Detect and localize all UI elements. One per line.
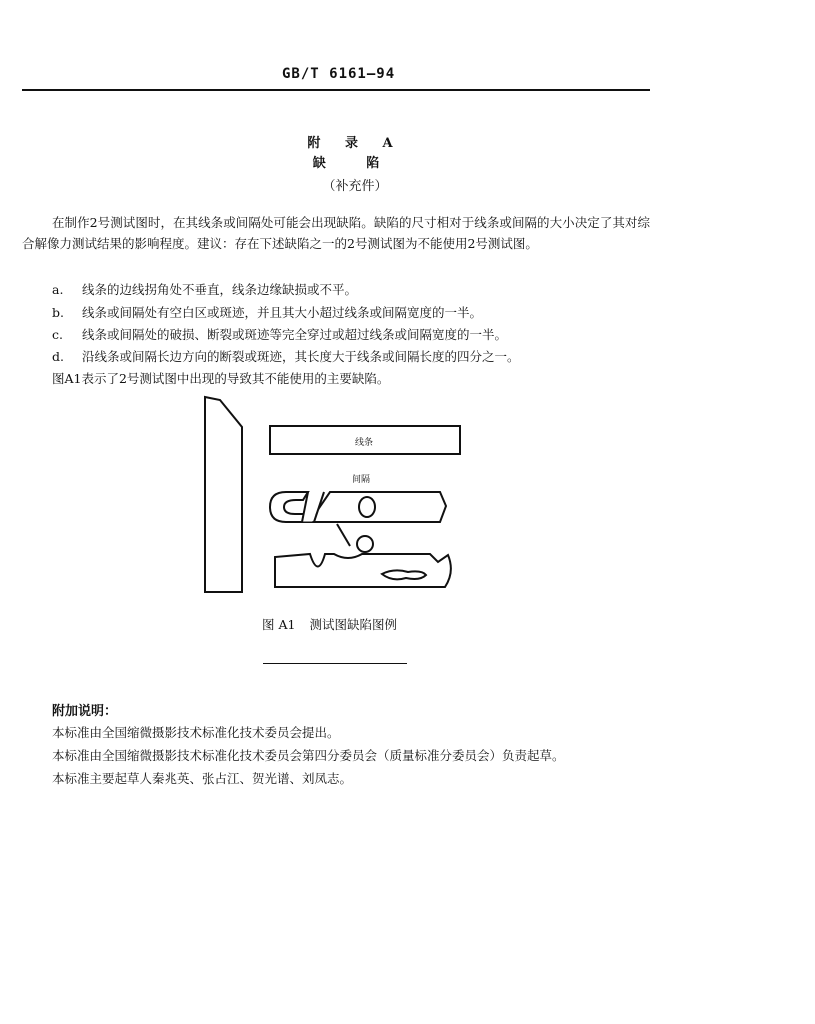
list-item xyxy=(52,325,507,343)
item-label: c. xyxy=(52,327,63,342)
item-label: a. xyxy=(52,282,64,297)
item-text: 线条的边线拐角处不垂直，线条边缘缺损或不平。 xyxy=(82,282,358,297)
header-rule xyxy=(22,89,650,91)
line-label: 线条 xyxy=(355,438,374,448)
note-line: 本标准主要起草人秦兆英、张占江、贺光谱、刘凤志。 xyxy=(52,771,353,786)
note-line: 本标准由全国缩微摄影技术标准化技术委员会提出。 xyxy=(52,725,340,740)
appendix-type: （补充件） xyxy=(322,179,388,194)
item-label: b. xyxy=(52,305,64,320)
caption-number: 图 A1 xyxy=(262,617,296,632)
document-code: GB/T 6161—94 xyxy=(282,66,396,82)
item-text: 线条或间隔处有空白区或斑迹，并且其大小超过线条或间隔宽度的一半。 xyxy=(82,305,483,320)
gap-label: 间隔 xyxy=(352,475,371,485)
defect-hole-line xyxy=(275,554,451,587)
defect-spot xyxy=(357,536,373,552)
intro-paragraph: 在制作2号测试图时，在其线条或间隔处可能会出现缺陷。缺陷的尺寸相对于线条或间隔的大小决定了其对综合解像力测试结果的影响程度。建议：存在下述缺陷之一的2号测试图为不能使用2号测试图。 xyxy=(22,215,650,251)
item-text: 沿线条或间隔长边方向的断裂或斑迹，其长度大于线条或间隔长度的四分之一。 xyxy=(82,349,520,364)
defect-corner-line xyxy=(205,397,242,592)
caption-text: 测试图缺陷图例 xyxy=(309,617,397,632)
defect-smear xyxy=(382,570,426,579)
defect-hole xyxy=(359,497,375,517)
defect-crack xyxy=(337,524,350,546)
item-label: d. xyxy=(52,349,64,364)
list-item xyxy=(52,303,482,321)
item-text: 线条或间隔处的破损、断裂或斑迹等完全穿过或超过线条或间隔宽度的一半。 xyxy=(82,327,508,342)
notes-heading: 附加说明： xyxy=(52,704,118,719)
figure-reference: 图A1表示了2号测试图中出现的导致其不能使用的主要缺陷。 xyxy=(52,371,390,386)
appendix-title: 附 录 A xyxy=(307,136,403,151)
list-item xyxy=(52,347,520,365)
appendix-name: 缺 陷 xyxy=(312,156,398,171)
figure-caption xyxy=(262,615,397,633)
end-rule xyxy=(263,663,407,664)
list-item xyxy=(52,280,357,298)
note-line: 本标准由全国缩微摄影技术标准化技术委员会第四分委员会（质量标准分委员会）负责起草。 xyxy=(52,748,565,763)
defect-figure xyxy=(200,392,470,597)
